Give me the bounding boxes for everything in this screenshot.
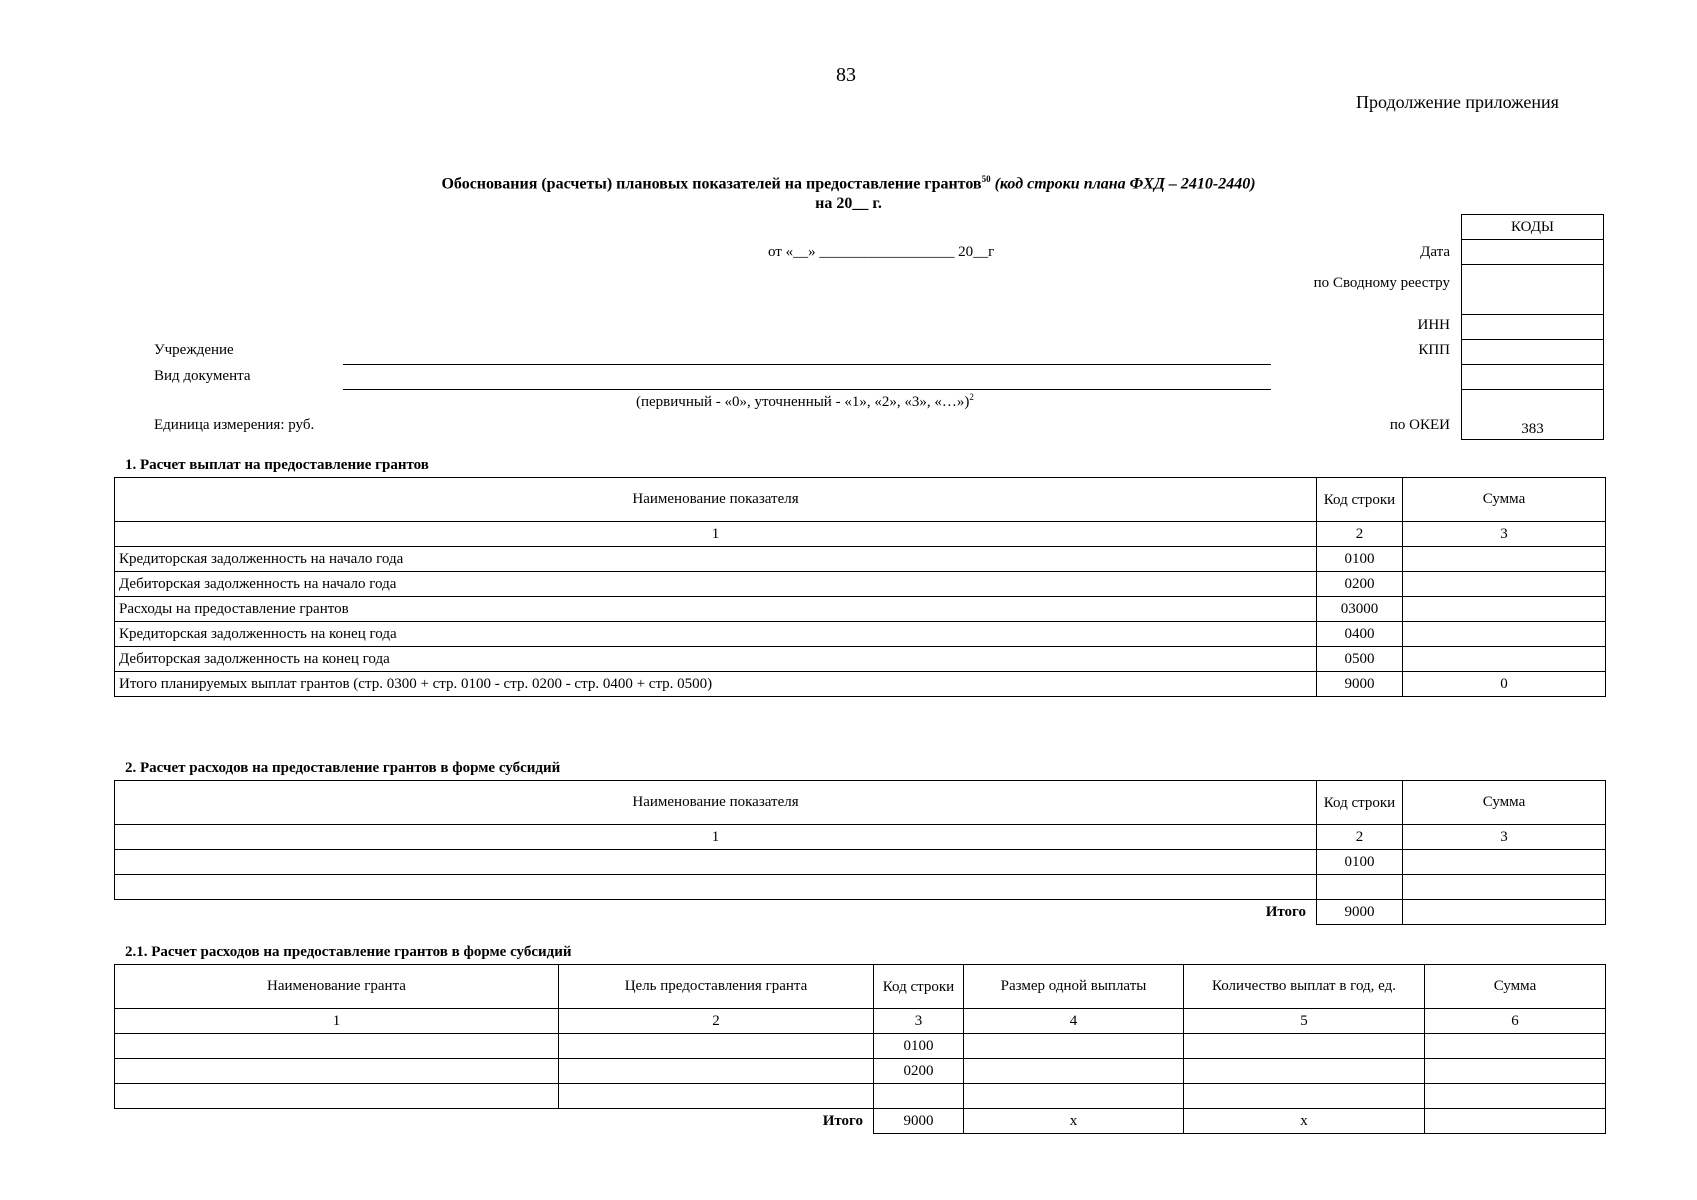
row-count[interactable] <box>1184 1034 1425 1059</box>
row-goal[interactable] <box>559 1059 874 1084</box>
row-size[interactable] <box>964 1059 1184 1084</box>
section2-table <box>114 780 1606 925</box>
total-size: x <box>964 1109 1184 1134</box>
doc-type-label: Вид документа <box>154 368 251 384</box>
row-code: 0100 <box>874 1034 964 1059</box>
institution-line[interactable] <box>343 364 1271 365</box>
s21-header-size: Размер одной выплаты <box>964 965 1184 1009</box>
row-sum[interactable] <box>1425 1059 1606 1084</box>
row-sum[interactable] <box>1403 850 1606 875</box>
table-row <box>115 850 1606 875</box>
row-code: 0400 <box>1317 622 1403 647</box>
s21-header-goal: Цель предоставления гранта <box>559 965 874 1009</box>
title-footnote: 50 <box>981 174 991 184</box>
total-count: x <box>1184 1109 1425 1134</box>
row-name[interactable] <box>115 1034 559 1059</box>
total-code: 9000 <box>1317 900 1403 925</box>
code-label-date: Дата <box>1420 244 1450 260</box>
code-okei-cell: 383 <box>1462 390 1604 440</box>
s2-header-name: Наименование показателя <box>115 781 1317 825</box>
code-label-registry: по Сводному реестру <box>1313 275 1450 291</box>
s2-colnum-3: 3 <box>1403 825 1606 850</box>
code-inn-cell[interactable] <box>1462 315 1604 340</box>
row-code <box>874 1084 964 1109</box>
section21-title: 2.1. Расчет расходов на предоставление грантов в форме субсидий <box>125 944 572 960</box>
title-main: Обоснования (расчеты) плановых показателей на предоставление грантов <box>441 175 982 193</box>
section1-title: 1. Расчет выплат на предоставление грантов <box>125 457 429 473</box>
row-sum[interactable] <box>1403 547 1606 572</box>
doc-type-line[interactable] <box>343 389 1271 390</box>
row-goal[interactable] <box>559 1084 874 1109</box>
row-name[interactable] <box>115 875 1317 900</box>
continuation-label: Продолжение приложения <box>1356 92 1559 112</box>
row-code: 0100 <box>1317 850 1403 875</box>
date-line: от «__» __________________ 20__г <box>768 244 995 260</box>
row-name[interactable] <box>115 850 1317 875</box>
codes-header: КОДЫ <box>1462 215 1604 240</box>
row-name[interactable] <box>115 1084 559 1109</box>
row-size[interactable] <box>964 1034 1184 1059</box>
row-count[interactable] <box>1184 1084 1425 1109</box>
row-sum[interactable] <box>1425 1034 1606 1059</box>
total-row <box>115 1109 1606 1134</box>
code-label-kpp: КПП <box>1418 342 1450 358</box>
code-doc-type-cell[interactable] <box>1462 365 1604 390</box>
row-name[interactable] <box>115 1059 559 1084</box>
row-size[interactable] <box>964 1084 1184 1109</box>
doc-type-note-text: (первичный - «0», уточненный - «1», «2», «3», «…») <box>636 394 970 410</box>
s21-header-code: Код строки <box>874 965 964 1009</box>
s1-colnum-1: 1 <box>115 522 1317 547</box>
table-row <box>115 572 1606 597</box>
total-code: 9000 <box>874 1109 964 1134</box>
row-sum[interactable] <box>1403 572 1606 597</box>
table-row <box>115 1034 1606 1059</box>
s21-header-sum: Сумма <box>1425 965 1606 1009</box>
row-name: Итого планируемых выплат грантов (стр. 0300 + стр. 0100 - стр. 0200 - стр. 0400 + стр. 0500) <box>115 672 1317 697</box>
s2-colnum-1: 1 <box>115 825 1317 850</box>
s1-colnum-2: 2 <box>1317 522 1403 547</box>
code-date-cell[interactable] <box>1462 240 1604 265</box>
total-row <box>115 900 1606 925</box>
total-label: Итого <box>115 1109 874 1134</box>
row-sum[interactable] <box>1403 622 1606 647</box>
row-code: 0500 <box>1317 647 1403 672</box>
table-row <box>115 1059 1606 1084</box>
row-code: 0100 <box>1317 547 1403 572</box>
section21-table <box>114 964 1606 1134</box>
s21-colnum-4: 4 <box>964 1009 1184 1034</box>
row-sum[interactable]: 0 <box>1403 672 1606 697</box>
code-registry-cell[interactable] <box>1462 265 1604 315</box>
s21-colnum-1: 1 <box>115 1009 559 1034</box>
row-code: 9000 <box>1317 672 1403 697</box>
table-row <box>115 622 1606 647</box>
s21-colnum-2: 2 <box>559 1009 874 1034</box>
row-sum[interactable] <box>1403 597 1606 622</box>
s21-colnum-3: 3 <box>874 1009 964 1034</box>
table-row <box>115 647 1606 672</box>
row-sum[interactable] <box>1403 647 1606 672</box>
codes-table <box>1461 214 1604 440</box>
row-name: Дебиторская задолженность на начало года <box>115 572 1317 597</box>
s1-header-sum: Сумма <box>1403 478 1606 522</box>
s1-colnum-3: 3 <box>1403 522 1606 547</box>
doc-type-note <box>636 392 974 411</box>
row-count[interactable] <box>1184 1059 1425 1084</box>
section1-table <box>114 477 1606 697</box>
doc-type-note-footnote: 2 <box>969 392 974 402</box>
row-code: 0200 <box>1317 572 1403 597</box>
row-goal[interactable] <box>559 1034 874 1059</box>
table-row <box>115 1084 1606 1109</box>
table-row <box>115 547 1606 572</box>
document-title <box>0 174 1697 193</box>
row-name: Кредиторская задолженность на начало года <box>115 547 1317 572</box>
row-sum[interactable] <box>1403 875 1606 900</box>
table-row <box>115 672 1606 697</box>
s21-header-name: Наименование гранта <box>115 965 559 1009</box>
s2-colnum-2: 2 <box>1317 825 1403 850</box>
table-row <box>115 597 1606 622</box>
s21-header-count: Количество выплат в год, ед. <box>1184 965 1425 1009</box>
title-year: на 20__ г. <box>815 195 882 212</box>
row-name: Дебиторская задолженность на конец года <box>115 647 1317 672</box>
s2-header-sum: Сумма <box>1403 781 1606 825</box>
row-name: Расходы на предоставление грантов <box>115 597 1317 622</box>
code-label-inn: ИНН <box>1417 317 1450 333</box>
row-code: 03000 <box>1317 597 1403 622</box>
total-sum[interactable] <box>1403 900 1606 925</box>
s1-header-code: Код строки <box>1317 478 1403 522</box>
row-sum[interactable] <box>1425 1084 1606 1109</box>
s21-colnum-5: 5 <box>1184 1009 1425 1034</box>
unit-label: Единица измерения: руб. <box>154 417 315 433</box>
s2-header-code: Код строки <box>1317 781 1403 825</box>
row-code: 0200 <box>874 1059 964 1084</box>
s21-colnum-6: 6 <box>1425 1009 1606 1034</box>
row-name: Кредиторская задолженность на конец года <box>115 622 1317 647</box>
section2-title: 2. Расчет расходов на предоставление грантов в форме субсидий <box>125 760 561 776</box>
code-label-okei: по ОКЕИ <box>1389 417 1450 433</box>
row-code <box>1317 875 1403 900</box>
code-kpp-cell[interactable] <box>1462 340 1604 365</box>
total-label: Итого <box>115 900 1317 925</box>
page-number: 83 <box>836 64 856 86</box>
table-row <box>115 875 1606 900</box>
s1-header-name: Наименование показателя <box>115 478 1317 522</box>
title-italic: (код строки плана ФХД – 2410-2440) <box>994 175 1256 193</box>
total-sum[interactable] <box>1425 1109 1606 1134</box>
institution-label: Учреждение <box>154 342 234 358</box>
